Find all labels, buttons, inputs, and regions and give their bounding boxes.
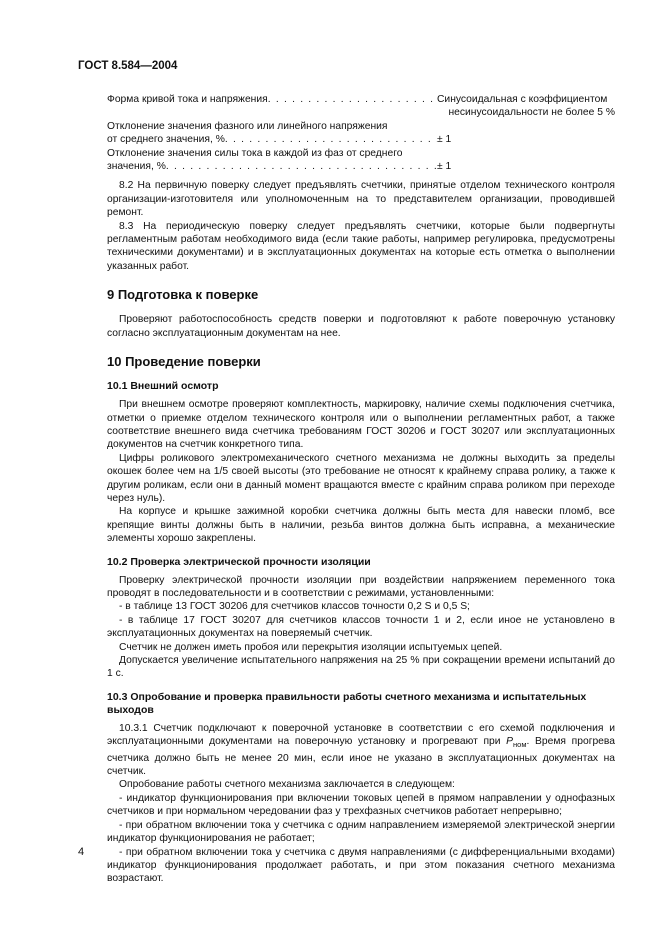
requirement-label: значения, % — [107, 161, 166, 173]
subsection-10-1-heading: 10.1 Внешний осмотр — [107, 380, 219, 393]
requirement-value-cont: несинусоидальности не более 5 % — [448, 107, 615, 119]
leader-dots — [268, 93, 437, 106]
list-item: - индикатор функционирования при включении токовых цепей в прямом направлении у однофазных счетчиков и при нормальном чередовании фаз у трехфазных счетчиков работает непрерывно; — [107, 792, 615, 818]
document-header: ГОСТ 8.584—2004 — [78, 60, 178, 72]
leader-dots — [166, 160, 437, 173]
requirement-label: от среднего значения, % — [107, 134, 225, 146]
list-item: - в таблице 17 ГОСТ 30207 для счетчиков классов точности 1 и 2, если иное не установлено в эксплуатационных документах на поверяемый счетчик. — [107, 614, 615, 640]
requirement-row-waveform — [107, 93, 615, 120]
requirement-label-top: Отклонение значения силы тока в каждой из фаз от среднего — [107, 147, 403, 159]
paragraph: На корпусе и крышке зажимной коробки счетчика должны быть места для навески пломб, все крепящие винты должны быть в наличии, резьба винтов должна быть исправна, а механические элементы хорошо закреплены. — [107, 506, 615, 545]
paragraph-10-3-1: 10.3.1 Счетчик подключают к поверочной установке в соответствии с его схемой подключения и эксплуатационными документами на поверочную установку и прогревают при $P_{ном}$. Время прогрева счетчика должно быть не менее 20 мин, если иное не указано в эксплуатационных документах на счетчик. — [107, 722, 615, 778]
leader-dots — [225, 133, 437, 146]
list-item: - при обратном включении тока у счетчика с одним направлением измеряемой электрической энергии индикатор функционирования не работает; — [107, 819, 615, 845]
subsection-10-2-heading: 10.2 Проверка электрической прочности изоляции — [107, 555, 371, 568]
paragraph-8-2: 8.2 На первичную поверку следует предъявлять счетчики, принятые отделом технического контроля организации-изготовителя или уполномоченным на то представителем организации, проводившей ремонт. — [107, 180, 615, 219]
power-symbol: P — [506, 736, 514, 748]
paragraph: При внешнем осмотре проверяют комплектность, маркировку, наличие схемы подключения счетчика, отметки о приемке отделом технического контроля или о выполнении регламентных работ, а также соответствие внешнего вида счетчика требованиям ГОСТ 30206 и ГОСТ 30207 или эксплуатационных документов на счетчик конкретного типа. — [107, 399, 615, 451]
list-item: - при обратном включении тока у счетчика с двумя направлениями (с дифференциальными входами) индикатор функционирования продолжает работать, и при этом показания счетного механизма возрастают. — [107, 846, 615, 885]
section-10-heading: 10 Проведение поверки — [107, 354, 261, 370]
requirement-value: ± 1 — [437, 134, 452, 146]
requirement-label: Форма кривой тока и напряжения — [107, 94, 268, 105]
section-9-heading: 9 Подготовка к поверке — [107, 287, 259, 303]
paragraph: Опробование работы счетного механизма заключается в следующем: — [119, 779, 455, 791]
list-item: - в таблице 13 ГОСТ 30206 для счетчиков классов точности 0,2 S и 0,5 S; — [119, 601, 470, 613]
requirement-value: ± 1 — [437, 161, 452, 173]
paragraph-8-3: 8.3 На периодическую поверку следует предъявлять счетчики, которые были подвергнуты регламентным работам необходимого вида (если такие работы, например регулировка, предусмотрены техническими документами) и в эксплуатационных документах на которые есть отметка о выполнении указанных работ. — [107, 220, 615, 272]
page-number: 4 — [78, 846, 85, 858]
paragraph: Допускается увеличение испытательного напряжения на 25 % при сокращении времени испытаний до 1 с. — [107, 655, 615, 680]
requirement-value: Синусоидальная с коэффициентом — [437, 94, 608, 105]
paragraph: Проверку электрической прочности изоляции при воздействии напряжением переменного тока проводят в последовательности и в соответствии с режимами, установленными: — [107, 574, 615, 599]
paragraph: Счетчик не должен иметь пробоя или перекрытия изоляции испытуемых цепей. — [119, 641, 503, 653]
subsection-10-3-heading: 10.3 Опробование и проверка правильности работы счетного механизма и испытательных выходов — [107, 690, 587, 716]
section-9-text: Проверяют работоспособность средств поверки и подготовляют к работе поверочную установку согласно эксплуатационным документам на нее. — [107, 314, 615, 339]
paragraph: Цифры роликового электромеханического счетного механизма не должны выходить за пределы окошек более чем на 1/5 своей высоты (это требование не относят к крайнему справа ролику, а также к другим роликам, если они в данный момент вращаются вместе с крайним справа роликом при переходе через нуль). — [107, 452, 615, 504]
power-subscript: ном — [513, 740, 527, 750]
requirement-row-current — [107, 160, 615, 173]
requirement-label-top: Отклонение значения фазного или линейного напряжения — [107, 120, 388, 132]
page-body — [107, 93, 615, 886]
requirement-row-voltage — [107, 133, 615, 146]
